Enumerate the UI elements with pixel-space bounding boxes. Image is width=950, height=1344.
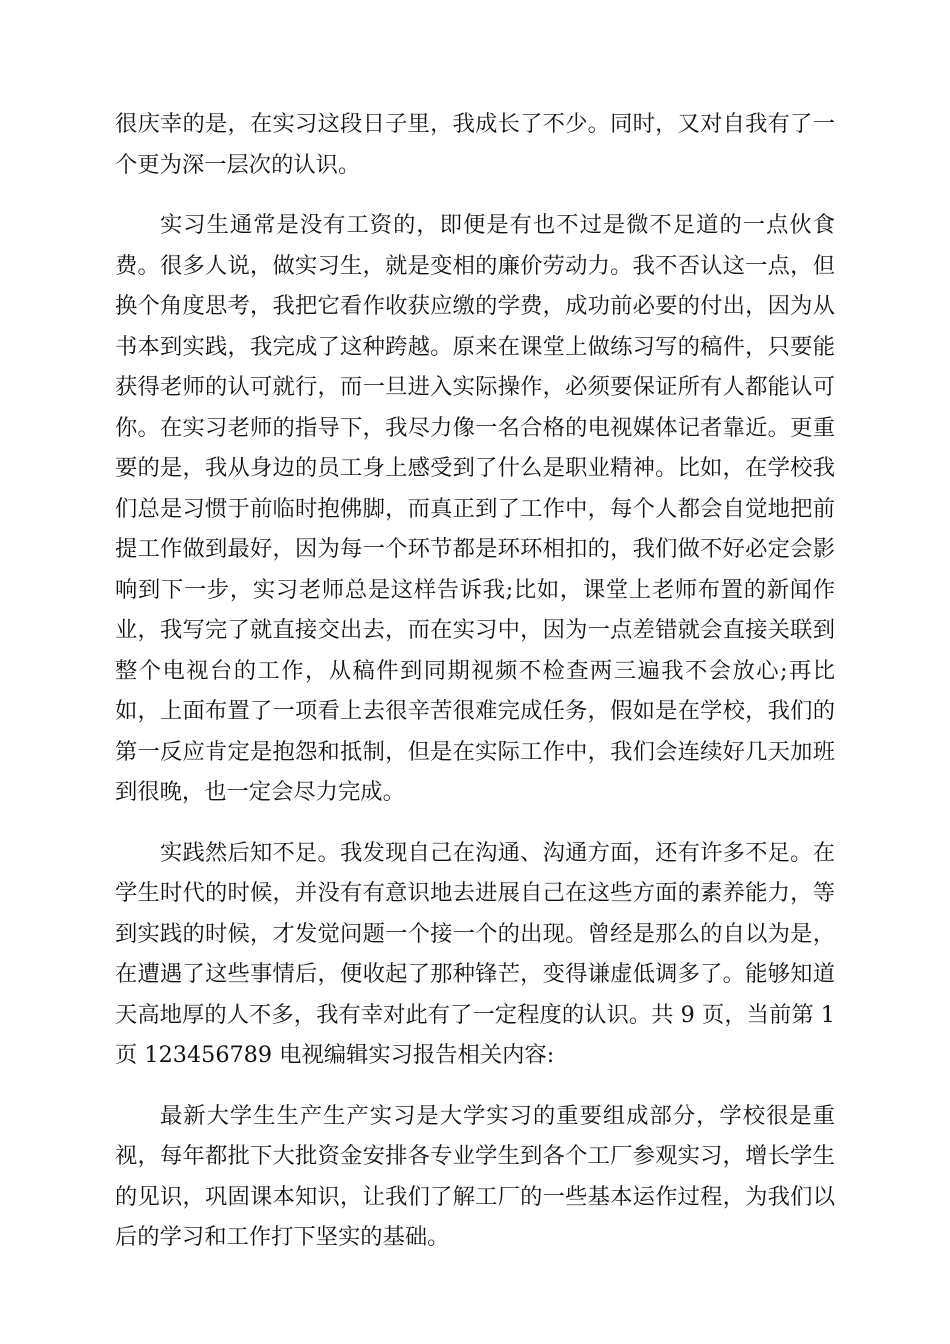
paragraph-4: 最新大学生生产生产实习是大学实习的重要组成部分，学校很是重视，每年都批下大批资金安排各专业学生到各个工厂参观实习，增长学生的见识，巩固课本知识，让我们了解工厂的一些基本运作过程，为我们以后的学习和工作打下坚实的基础。 [115, 1102, 835, 1250]
paragraph-1: 很庆幸的是，在实习这段日子里，我成长了不少。同时，又对自我有了一个更为深一层次的认识。 [115, 111, 835, 178]
paragraph-3: 实践然后知不足。我发现自己在沟通、沟通方面，还有许多不足。在学生时代的时候，并没有有意识地去进展自己在这些方面的素养能力，等到实践的时候，才发觉问题一个接一个的出现。曾经是那么的自以为是，在遭遇了这些事情后，便收起了那种锋芒，变得谦虚低调多了。能够知道天高地厚的人不多，我有幸对此有了一定程度的认识。共 9 页，当前第 1 页 123456789 电视编辑实习报告相关内容: [115, 839, 835, 1068]
document-body [115, 104, 835, 1278]
paragraph-2: 实习生通常是没有工资的，即便是有也不过是微不足道的一点伙食费。很多人说，做实习生，就是变相的廉价劳动力。我不否认这一点，但换个角度思考，我把它看作收获应缴的学费，成功前必要的付出，因为从书本到实践，我完成了这种跨越。原来在课堂上做练习写的稿件，只要能获得老师的认可就行，而一旦进入实际操作，必须要保证所有人都能认可你。在实习老师的指导下，我尽力像一名合格的电视媒体记者靠近。更重要的是，我从身边的员工身上感受到了什么是职业精神。比如，在学校我们总是习惯于前临时抱佛脚，而真正到了工作中，每个人都会自觉地把前提工作做到最好，因为每一个环节都是环环相扣的，我们做不好必定会影响到下一步，实习老师总是这样告诉我;比如，课堂上老师布置的新闻作业，我写完了就直接交出去，而在实习中，因为一点差错就会直接关联到整个电视台的工作，从稿件到同期视频不检查两三遍我不会放心;再比如，上面布置了一项看上去很辛苦很难完成任务，假如是在学校，我们的第一反应肯定是抱怨和抵制，但是在实际工作中，我们会连续好几天加班到很晚，也一定会尽力完成。 [115, 212, 835, 805]
